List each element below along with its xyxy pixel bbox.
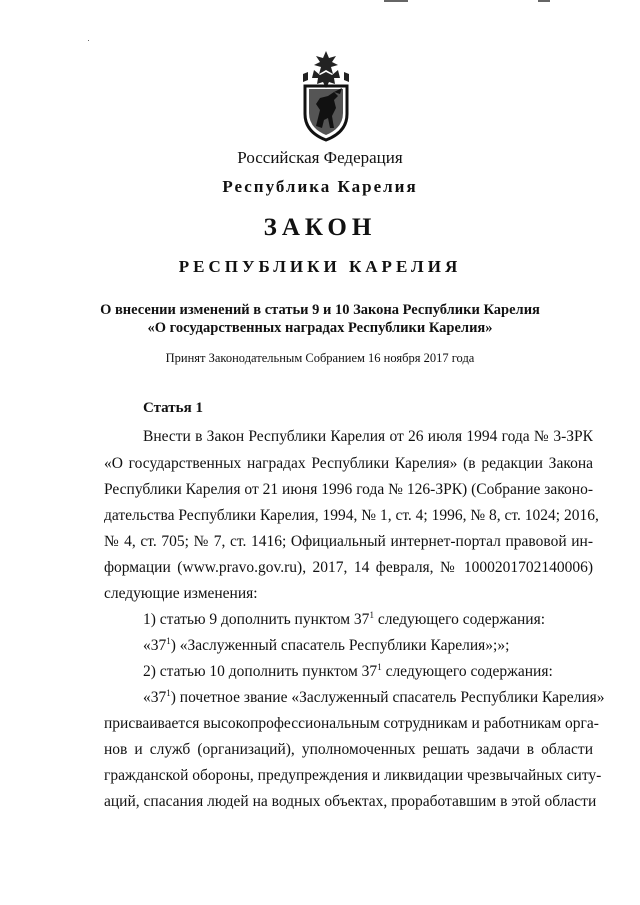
law-title-line-2: «О государственных наградах Республики Карелия» (147, 320, 493, 336)
karelia-coat-of-arms-emblem (298, 48, 354, 144)
item-text: «37 (143, 637, 167, 654)
amendment-item (143, 636, 593, 656)
scan-mark (384, 0, 408, 2)
amendment-item (143, 610, 593, 630)
item-text: 1) статью 9 дополнить пунктом 37 (143, 611, 370, 628)
superscript: 1 (377, 662, 382, 672)
item-text: ) почетное звание «Заслуженный спасатель Республики Карелия» (170, 689, 605, 706)
republic-name: Республика Карелия (222, 177, 418, 196)
item-text: следующего содержания: (373, 611, 546, 628)
article-heading: Статья 1 (143, 400, 203, 416)
item-text: следующего содержания: (381, 663, 553, 680)
scan-mark (538, 0, 550, 2)
body-line: Республики Карелия от 21 июня 1996 года № 126-ЗРК) (Собрание законо- (104, 481, 593, 498)
law-title-line-1: О внесении изменений в статьи 9 и 10 Закона Республики Карелия (100, 302, 540, 318)
amendment-item (143, 662, 593, 682)
body-line: «О государственных наградах Республики Карелия» (в редакции Закона (104, 455, 593, 472)
superscript: 1 (166, 688, 171, 698)
adoption-note: Принят Законодательным Собранием 16 ноября 2017 года (165, 351, 475, 365)
document-issuer: РЕСПУБЛИКИ КАРЕЛИЯ (178, 257, 462, 276)
country-name: Российская Федерация (237, 148, 403, 167)
body-line: следующие изменения: (104, 585, 258, 602)
superscript: 1 (166, 636, 171, 646)
amendment-item (143, 688, 605, 708)
body-line: дательства Республики Карелия, 1994, № 1, ст. 4; 1996, № 8, ст. 1024; 2016, (104, 507, 599, 524)
body-line: № 4, ст. 705; № 7, ст. 1416; Официальный интернет-портал правовой ин- (104, 533, 593, 550)
item-text: ) «Заслуженный спасатель Республики Карелия»;»; (170, 637, 510, 654)
body-line: формации (www.pravo.gov.ru), 2017, 14 февраля, № 1000201702140006) (104, 559, 593, 576)
body-line: нов и служб (организаций), уполномоченных решать задачи в области (104, 741, 593, 758)
body-line: Внести в Закон Республики Карелия от 26 июля 1994 года № 3-ЗРК (143, 428, 593, 445)
body-line: присваивается высокопрофессиональным сотрудникам и работникам орга- (104, 715, 599, 732)
document-type: ЗАКОН (263, 214, 377, 241)
body-line: аций, спасания людей на водных объектах, проработавшим в этой области (104, 793, 597, 810)
item-text: 2) статью 10 дополнить пунктом 37 (143, 663, 378, 680)
superscript: 1 (369, 610, 374, 620)
body-line: гражданской обороны, предупреждения и ликвидации чрезвычайных ситу- (104, 767, 602, 784)
item-text: «37 (143, 689, 167, 706)
scan-mark (88, 40, 89, 41)
